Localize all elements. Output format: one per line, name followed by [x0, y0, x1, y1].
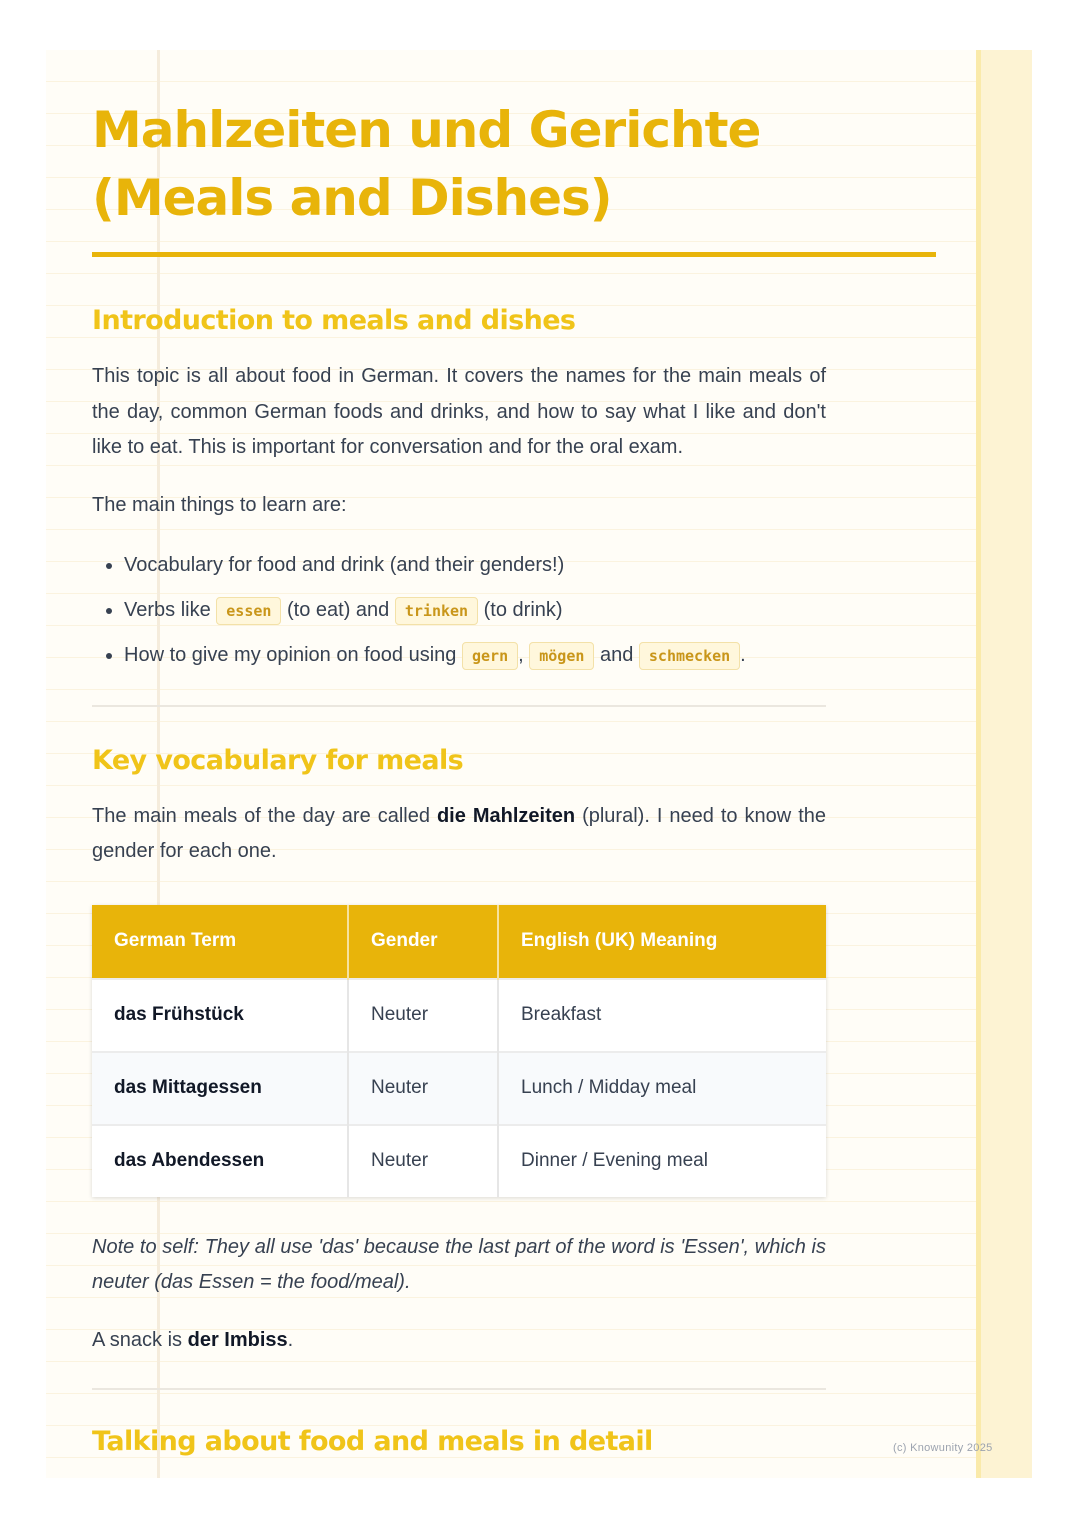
cell-meaning: Breakfast — [498, 979, 826, 1052]
note-to-self: Note to self: They all use 'das' because the last part of the word is 'Essen', which is neuter (das Essen = the food/meal). — [92, 1235, 826, 1293]
intro-paragraph: This topic is all about food in German. It covers the names for the main meals of the day, common German foods and drinks, and how to say what I like and don't like to eat. This is important for conversation and for the oral exam. — [92, 365, 826, 458]
bullet-opinion-sep: , — [518, 644, 524, 666]
table-row — [92, 1125, 826, 1197]
note-page — [46, 50, 1032, 1478]
vocab-heading: Key vocabulary for meals — [92, 744, 464, 776]
bullet-opinion-end: . — [740, 644, 746, 666]
header-english-meaning: English (UK) Meaning — [498, 905, 826, 979]
learn-lead-text: The main things to learn are: — [92, 493, 347, 516]
code-trinken: trinken — [395, 597, 478, 625]
bullet-opinion-pre: How to give my opinion on food using — [124, 644, 457, 666]
list-item — [124, 588, 826, 634]
cell-gender: Neuter — [348, 1052, 498, 1125]
code-moegen: mögen — [529, 642, 594, 670]
cell-meaning: Lunch / Midday meal — [498, 1052, 826, 1125]
vocab-table — [92, 905, 826, 1197]
cell-term: das Abendessen — [92, 1125, 348, 1197]
title-line-1: Mahlzeiten und Gerichte — [92, 101, 761, 159]
code-gern: gern — [462, 642, 518, 670]
cell-term: das Mittagessen — [92, 1052, 348, 1125]
list-item — [124, 633, 826, 679]
header-gender: Gender — [348, 905, 498, 979]
code-essen: essen — [216, 597, 281, 625]
detail-heading: Talking about food and meals in detail — [92, 1426, 653, 1457]
code-schmecken: schmecken — [639, 642, 740, 670]
cell-meaning: Dinner / Evening meal — [498, 1125, 826, 1197]
section-divider — [92, 705, 826, 707]
vocab-para-bold: die Mahlzeiten — [436, 804, 576, 827]
snack-bold: der Imbiss — [187, 1328, 288, 1351]
cell-gender: Neuter — [348, 979, 498, 1052]
learn-list — [92, 543, 826, 679]
section-divider — [92, 1388, 826, 1390]
bullet-opinion-and: and — [599, 644, 634, 666]
intro-heading: Introduction to meals and dishes — [92, 305, 576, 336]
table-header-row — [92, 905, 826, 979]
copyright-footer: (c) Knowunity 2025 — [893, 1442, 993, 1454]
header-german-term: German Term — [92, 905, 348, 979]
bullet-verbs-post: (to drink) — [483, 598, 563, 621]
right-margin-strip — [976, 50, 1032, 1478]
snack-sentence — [92, 1323, 826, 1359]
vocab-table-wrapper — [92, 905, 826, 1197]
bullet-verbs-pre: Verbs like — [124, 598, 211, 621]
table-row — [92, 979, 826, 1052]
title-line-2: (Meals and Dishes) — [92, 169, 612, 227]
bullet-verbs-mid: (to eat) and — [287, 598, 390, 621]
list-item — [124, 543, 826, 588]
snack-pre: A snack is — [92, 1328, 183, 1351]
body-column — [92, 305, 826, 1457]
page-content — [92, 96, 936, 1457]
page-title — [92, 96, 936, 232]
bullet-vocabulary-text: Vocabulary for food and drink (and their genders!) — [124, 554, 565, 576]
table-row — [92, 1052, 826, 1125]
vocab-para-post: (plural). I need to know the gender for each one. — [92, 804, 827, 862]
vocab-paragraph — [92, 799, 826, 870]
snack-post: . — [287, 1328, 294, 1351]
vocab-para-pre: The main meals of the day are called — [92, 804, 430, 827]
cell-term: das Frühstück — [92, 979, 348, 1052]
title-underline — [92, 252, 936, 257]
cell-gender: Neuter — [348, 1125, 498, 1197]
right-margin-line — [976, 50, 981, 1478]
